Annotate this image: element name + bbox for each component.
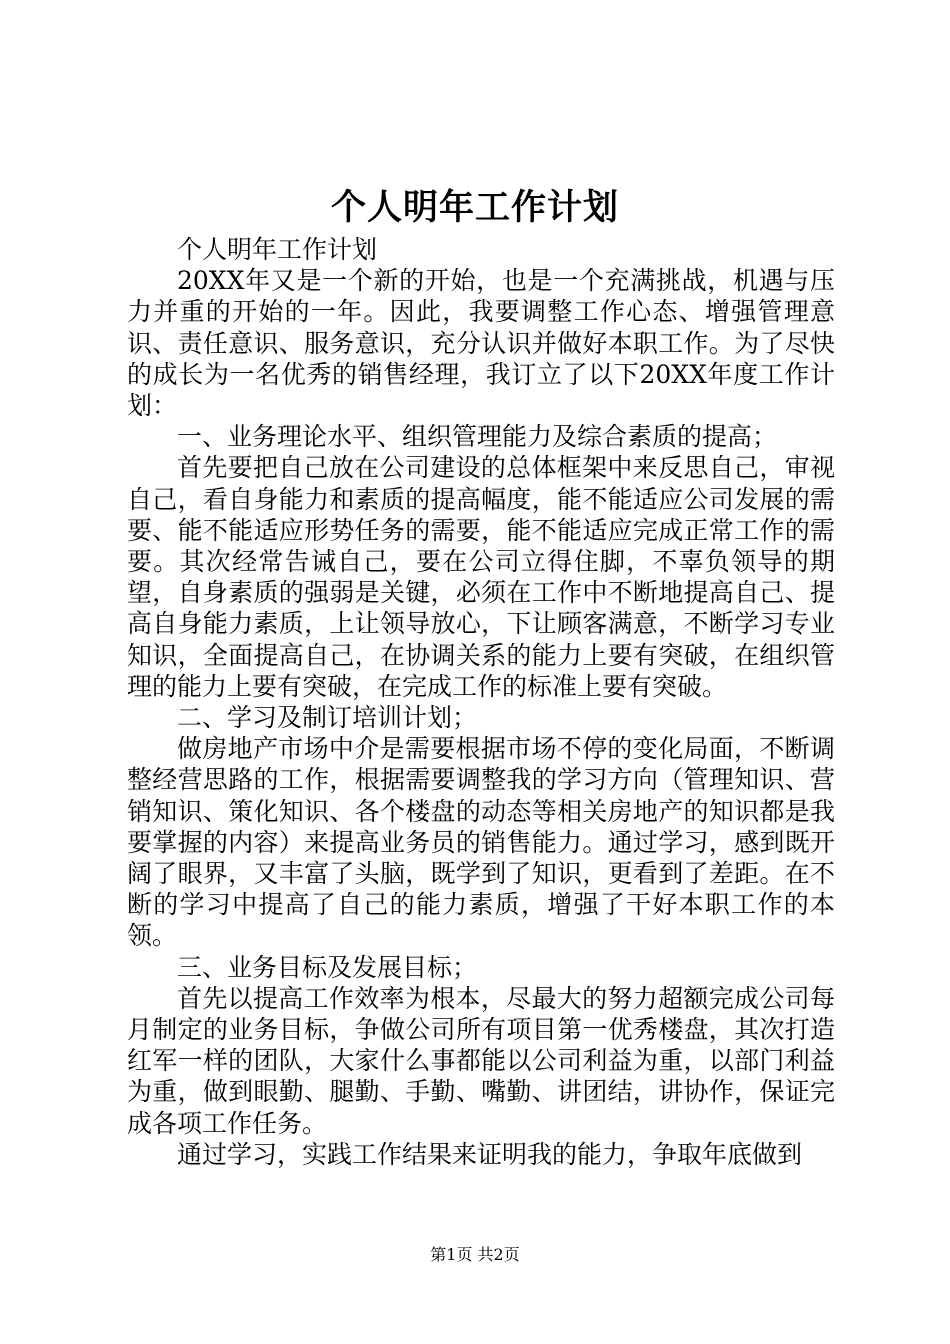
- paragraph-section-3: 首先以提高工作效率为根本，尽最大的努力超额完成公司每月制定的业务目标，争做公司所有项目第一优秀楼盘，其次打造红军一样的团队，大家什么事都能以公司利益为重，以部门利益为重，做到眼勤、腿勤、手勤、嘴勤、讲团结，讲协作，保证完成各项工作任务。: [127, 983, 835, 1138]
- paragraph-section-1: 首先要把自己放在公司建设的总体框架中来反思自己，审视自己，看自身能力和素质的提高幅度，能不能适应公司发展的需要、能不能适应形势任务的需要，能不能适应完成正常工作的需要。其次经常告诫自己，要在公司立得住脚，不辜负领导的期望，自身素质的强弱是关键，必须在工作中不断地提高自己、提高自身能力素质，上让领导放心，下让顾客满意，不断学习专业知识，全面提高自己，在协调关系的能力上要有突破，在组织管理的能力上要有突破，在完成工作的标准上要有突破。: [127, 453, 835, 701]
- paragraph-section-2: 做房地产市场中介是需要根据市场不停的变化局面，不断调整经营思路的工作，根据需要调整我的学习方向（管理知识、营销知识、策化知识、各个楼盘的动态等相关房地产的知识都是我要掌握的内容）来提高业务员的销售能力。通过学习，感到既开阔了眼界，又丰富了头脑，既学到了知识，更看到了差距。在不断的学习中提高了自己的能力素质，增强了干好本职工作的本领。: [127, 734, 835, 951]
- document-title: 个人明年工作计划: [330, 187, 619, 228]
- section-heading-3: 三、业务目标及发展目标；: [177, 952, 478, 982]
- paragraph-subtitle: 个人明年工作计划: [177, 235, 378, 264]
- paragraph-closing: 通过学习，实践工作结果来证明我的能力，争取年底做到: [177, 1139, 803, 1169]
- page-number-footer: 第1页 共2页: [430, 1245, 520, 1264]
- document-body: [127, 234, 835, 1170]
- section-heading-2: 二、学习及制订培训计划；: [177, 703, 478, 733]
- section-heading-1: 一、业务理论水平、组织管理能力及综合素质的提高；: [177, 422, 778, 452]
- paragraph-intro: 20XX年又是一个新的开始，也是一个充满挑战，机遇与压力并重的开始的一年。因此，我要调整工作心态、增强管理意识、责任意识、服务意识，充分认识并做好本职工作。为了尽快的成长为一名优秀的销售经理，我订立了以下20XX年度工作计划：: [127, 266, 835, 421]
